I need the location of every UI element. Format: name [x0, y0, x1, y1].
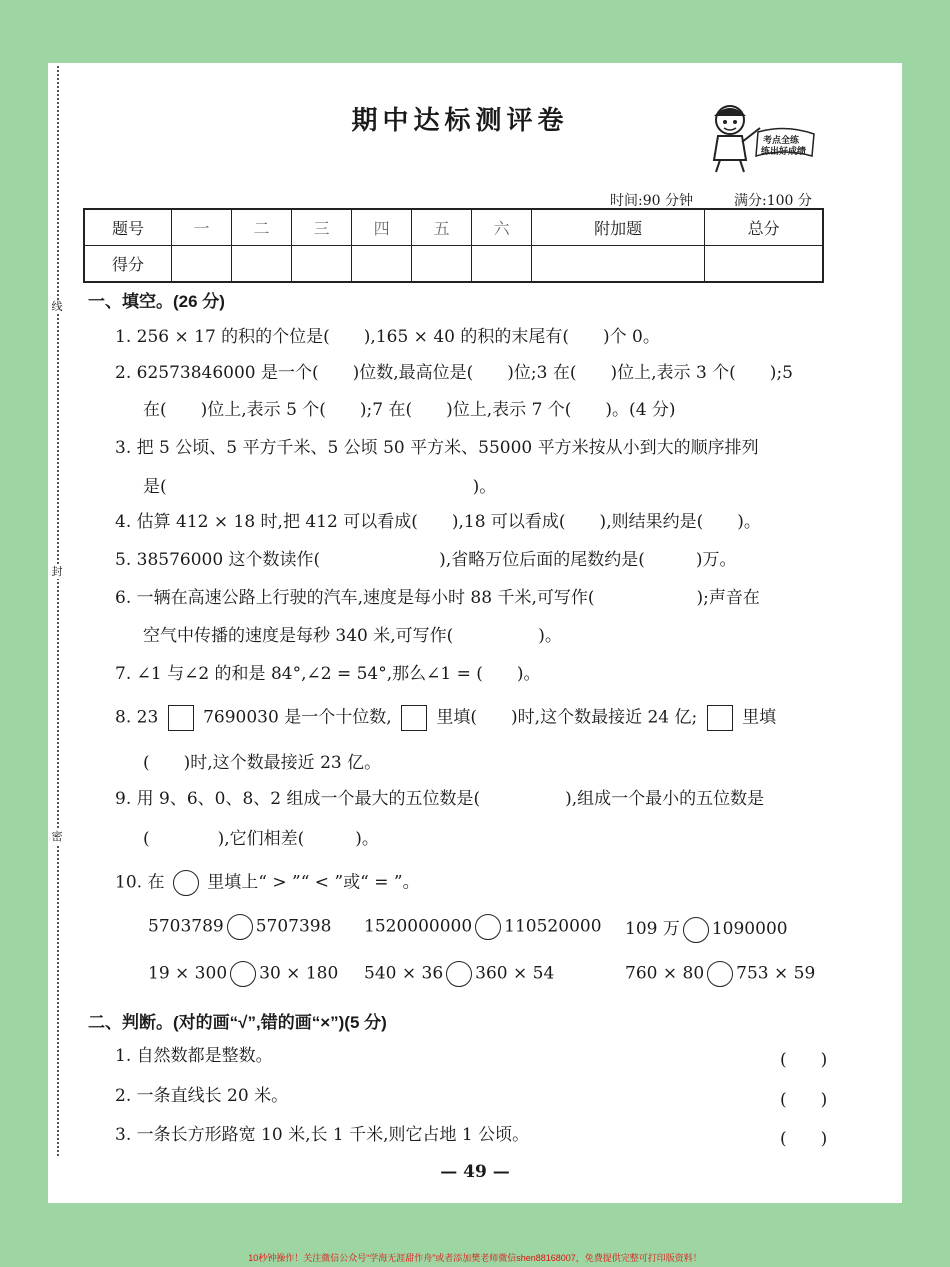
col-header-5: 五 [412, 209, 472, 246]
mascot-text-1: 考点全练 [763, 136, 800, 146]
compare-2-left: 1520000000 [364, 916, 473, 937]
score-table-header-row [84, 209, 823, 246]
mascot-text-2: 练出好成绩 [761, 147, 807, 157]
judge-item-3: 3. 一条长方形路宽 10 米,长 1 千米,则它占地 1 公顷。 [115, 1125, 530, 1145]
compare-3-circle[interactable] [683, 917, 709, 943]
question-6-line2: 空气中传播的速度是每秒 340 米,可写作( )。 [143, 626, 562, 646]
compare-item-4 [148, 961, 338, 987]
side-mark-feng: 封 [51, 565, 63, 578]
q8-text-4: 里填 [742, 707, 777, 728]
compare-item-2 [364, 914, 602, 940]
compare-5-left: 540 × 36 [364, 963, 444, 984]
compare-4-circle[interactable] [230, 961, 256, 987]
judge-item-1: 1. 自然数都是整数。 [115, 1046, 273, 1066]
compare-2-right: 110520000 [504, 916, 602, 937]
score-cell-4[interactable] [352, 246, 412, 283]
side-mark-xian: 线 [51, 300, 63, 313]
compare-1-left: 5703789 [148, 916, 224, 937]
compare-item-3 [625, 914, 788, 943]
question-6-line1: 6. 一辆在高速公路上行驶的汽车,速度是每小时 88 千米,可写作( );声音在 [115, 588, 760, 608]
compare-6-right: 753 × 59 [736, 963, 816, 984]
q10-circle-icon [173, 870, 199, 896]
question-2-line2: 在( )位上,表示 5 个( );7 在( )位上,表示 7 个( )。(4 分) [143, 400, 676, 420]
q8-text-1: 8. 23 [115, 707, 159, 728]
mascot-icon [700, 98, 820, 174]
footer-promo-text: 10秒钟操作！关注微信公众号“学海无涯甜作舟”或者添加樊老师微信shen88168007，免费提供完整可打印版资料！ [248, 1253, 702, 1263]
score-cell-3[interactable] [292, 246, 352, 283]
col-header-total: 总分 [705, 209, 823, 246]
score-cell-5[interactable] [412, 246, 472, 283]
compare-4-right: 30 × 180 [259, 963, 339, 984]
judge-answer-2[interactable]: ( ) [780, 1090, 828, 1110]
score-cell-6[interactable] [472, 246, 532, 283]
compare-6-circle[interactable] [707, 961, 733, 987]
question-2-line1: 2. 62573846000 是一个( )位数,最高位是( )位;3 在( )位上,表示 3 个( );5 [115, 363, 793, 383]
question-7: 7. ∠1 与∠2 的和是 84°,∠2 = 54°,那么∠1 = ( )。 [115, 664, 541, 684]
binding-line [57, 66, 59, 1156]
q8-answer-box-2[interactable] [401, 705, 427, 731]
col-header-1: 一 [172, 209, 232, 246]
judge-item-2: 2. 一条直线长 20 米。 [115, 1086, 289, 1106]
side-mark-mi: 密 [51, 830, 63, 843]
row-label-score: 得分 [84, 246, 172, 283]
question-1: 1. 256 × 17 的积的个位是( ),165 × 40 的积的末尾有( )个 0。 [115, 327, 660, 347]
compare-4-left: 19 × 300 [148, 963, 228, 984]
compare-6-left: 760 × 80 [625, 963, 705, 984]
question-9-line1: 9. 用 9、6、0、8、2 组成一个最大的五位数是( ),组成一个最小的五位数是 [115, 789, 765, 809]
compare-3-right: 1090000 [711, 919, 788, 939]
question-4: 4. 估算 412 × 18 时,把 412 可以看成( ),18 可以看成( ),则结果约是( )。 [115, 512, 761, 532]
judge-answer-1[interactable]: ( ) [780, 1050, 828, 1070]
compare-5-circle[interactable] [446, 961, 472, 987]
q8-text-2: 7690030 是一个十位数, [203, 707, 392, 728]
question-8-line2: ( )时,这个数最接近 23 亿。 [143, 753, 382, 773]
compare-1-circle[interactable] [227, 914, 253, 940]
full-score-label: 满分:100 分 [734, 193, 812, 209]
score-cell-1[interactable] [172, 246, 232, 283]
score-cell-bonus[interactable] [532, 246, 705, 283]
col-header-4: 四 [352, 209, 412, 246]
q8-text-3: 里填( )时,这个数最接近 24 亿; [436, 707, 698, 728]
row-label-question-no: 题号 [84, 209, 172, 246]
compare-item-6 [625, 961, 815, 987]
section2-title: 二、判断。(对的画“√”,错的画“×”)(5 分) [88, 1013, 387, 1032]
col-header-2: 二 [232, 209, 292, 246]
q10-text-1: 10. 在 [115, 872, 165, 893]
col-header-6: 六 [472, 209, 532, 246]
compare-2-circle[interactable] [475, 914, 501, 940]
time-label: 时间:90 分钟 [610, 193, 693, 209]
question-10 [115, 870, 420, 896]
compare-item-1 [148, 914, 331, 940]
score-table-score-row [84, 246, 823, 283]
compare-3-left: 109 万 [625, 919, 680, 939]
q8-answer-box-3[interactable] [707, 705, 733, 731]
page-number: — 49 — [440, 1162, 510, 1182]
judge-answer-3[interactable]: ( ) [780, 1129, 828, 1149]
compare-item-5 [364, 961, 554, 987]
score-table [83, 208, 824, 283]
compare-5-right: 360 × 54 [475, 963, 555, 984]
col-header-bonus: 附加题 [532, 209, 705, 246]
page-title: 期中达标测评卷 [351, 106, 569, 136]
question-9-line2: ( ),它们相差( )。 [143, 829, 379, 849]
q10-text-2: 里填上“ > ”“ < ”或“ = ”。 [207, 872, 420, 893]
q8-answer-box-1[interactable] [168, 705, 194, 731]
compare-1-right: 5707398 [255, 916, 332, 937]
question-8-line1 [115, 705, 776, 731]
score-cell-2[interactable] [232, 246, 292, 283]
question-3-line1: 3. 把 5 公顷、5 平方千米、5 公顷 50 平方米、55000 平方米按从小到大的顺序排列 [115, 438, 759, 458]
question-5: 5. 38576000 这个数读作( ),省略万位后面的尾数约是( )万。 [115, 550, 737, 570]
question-3-line2: 是( )。 [143, 477, 497, 497]
col-header-3: 三 [292, 209, 352, 246]
score-cell-total[interactable] [705, 246, 823, 283]
section1-title: 一、填空。(26 分) [88, 292, 225, 311]
